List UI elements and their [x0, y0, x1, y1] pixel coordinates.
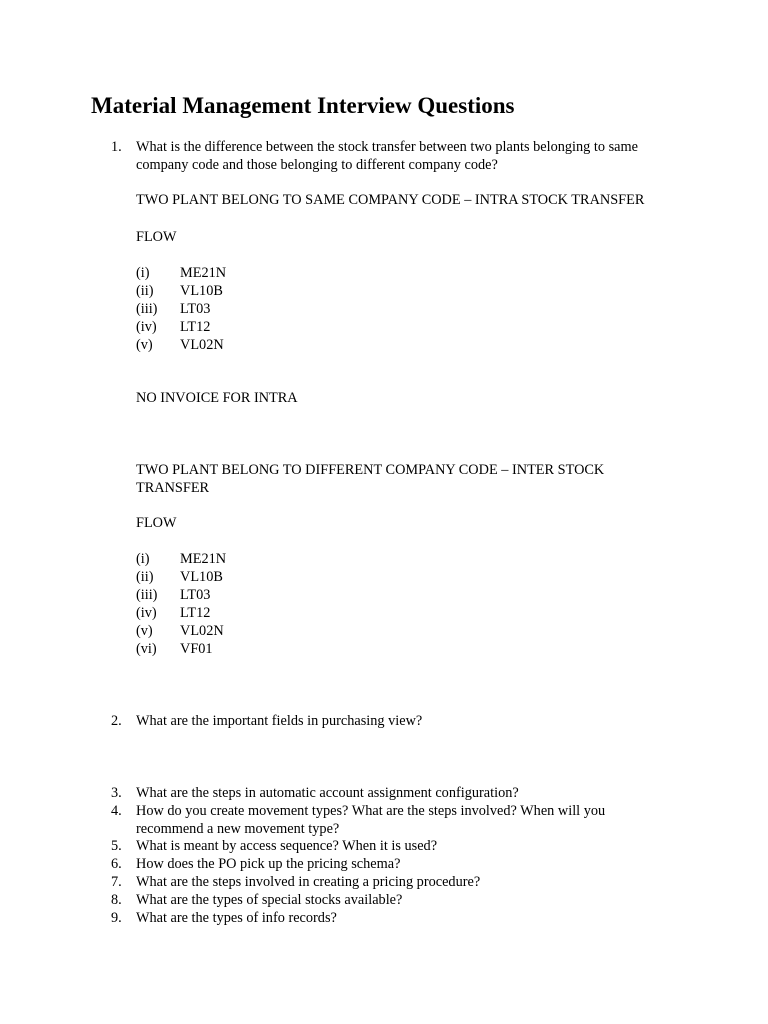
step-numeral: (v): [136, 337, 153, 353]
question-text: What is meant by access sequence? When it is used?: [136, 838, 438, 854]
section-heading: TWO PLANT BELONG TO SAME COMPANY CODE – INTRA STOCK TRANSFER: [136, 192, 645, 208]
step-code: VL02N: [180, 337, 224, 353]
question-text: What are the types of special stocks available?: [136, 892, 403, 908]
question-text: What are the steps in automatic account assignment configuration?: [136, 785, 519, 801]
step-code: LT03: [180, 587, 211, 603]
question-text: recommend a new movement type?: [136, 821, 340, 837]
step-code: ME21N: [180, 551, 227, 567]
step-code: LT12: [180, 319, 211, 335]
step-code: VL10B: [180, 569, 223, 585]
step-code: VF01: [180, 641, 213, 657]
flow-label: FLOW: [136, 515, 177, 531]
question-text: What is the difference between the stock transfer between two plants belonging to same: [136, 139, 638, 155]
step-numeral: (ii): [136, 283, 154, 299]
question-text: What are the important fields in purchasing view?: [136, 713, 423, 729]
question-text: company code and those belonging to different company code?: [136, 157, 498, 173]
step-code: LT12: [180, 605, 211, 621]
question-number: 7.: [111, 874, 122, 890]
step-numeral: (iv): [136, 319, 157, 335]
step-numeral: (i): [136, 551, 150, 567]
step-numeral: (iii): [136, 301, 158, 317]
section-heading: TWO PLANT BELONG TO DIFFERENT COMPANY CODE – INTER STOCK: [136, 462, 605, 478]
question-number: 4.: [111, 803, 122, 819]
step-code: ME21N: [180, 265, 227, 281]
question-text: How do you create movement types? What are the steps involved? When will you: [136, 803, 606, 819]
section-heading: TRANSFER: [136, 480, 210, 496]
flow-label: FLOW: [136, 229, 177, 245]
page-title: Material Management Interview Questions: [91, 93, 515, 118]
question-number: 1.: [111, 139, 122, 155]
step-numeral: (v): [136, 623, 153, 639]
section-note: NO INVOICE FOR INTRA: [136, 390, 298, 406]
question-number: 9.: [111, 910, 122, 926]
step-numeral: (iv): [136, 605, 157, 621]
step-numeral: (vi): [136, 641, 157, 657]
step-code: VL02N: [180, 623, 224, 639]
question-text: How does the PO pick up the pricing schema?: [136, 856, 401, 872]
step-code: LT03: [180, 301, 211, 317]
question-number: 2.: [111, 713, 122, 729]
question-text: What are the steps involved in creating a pricing procedure?: [136, 874, 481, 890]
step-code: VL10B: [180, 283, 223, 299]
question-number: 8.: [111, 892, 122, 908]
question-number: 6.: [111, 856, 122, 872]
question-number: 3.: [111, 785, 122, 801]
step-numeral: (ii): [136, 569, 154, 585]
step-numeral: (iii): [136, 587, 158, 603]
question-number: 5.: [111, 838, 122, 854]
question-text: What are the types of info records?: [136, 910, 337, 926]
step-numeral: (i): [136, 265, 150, 281]
